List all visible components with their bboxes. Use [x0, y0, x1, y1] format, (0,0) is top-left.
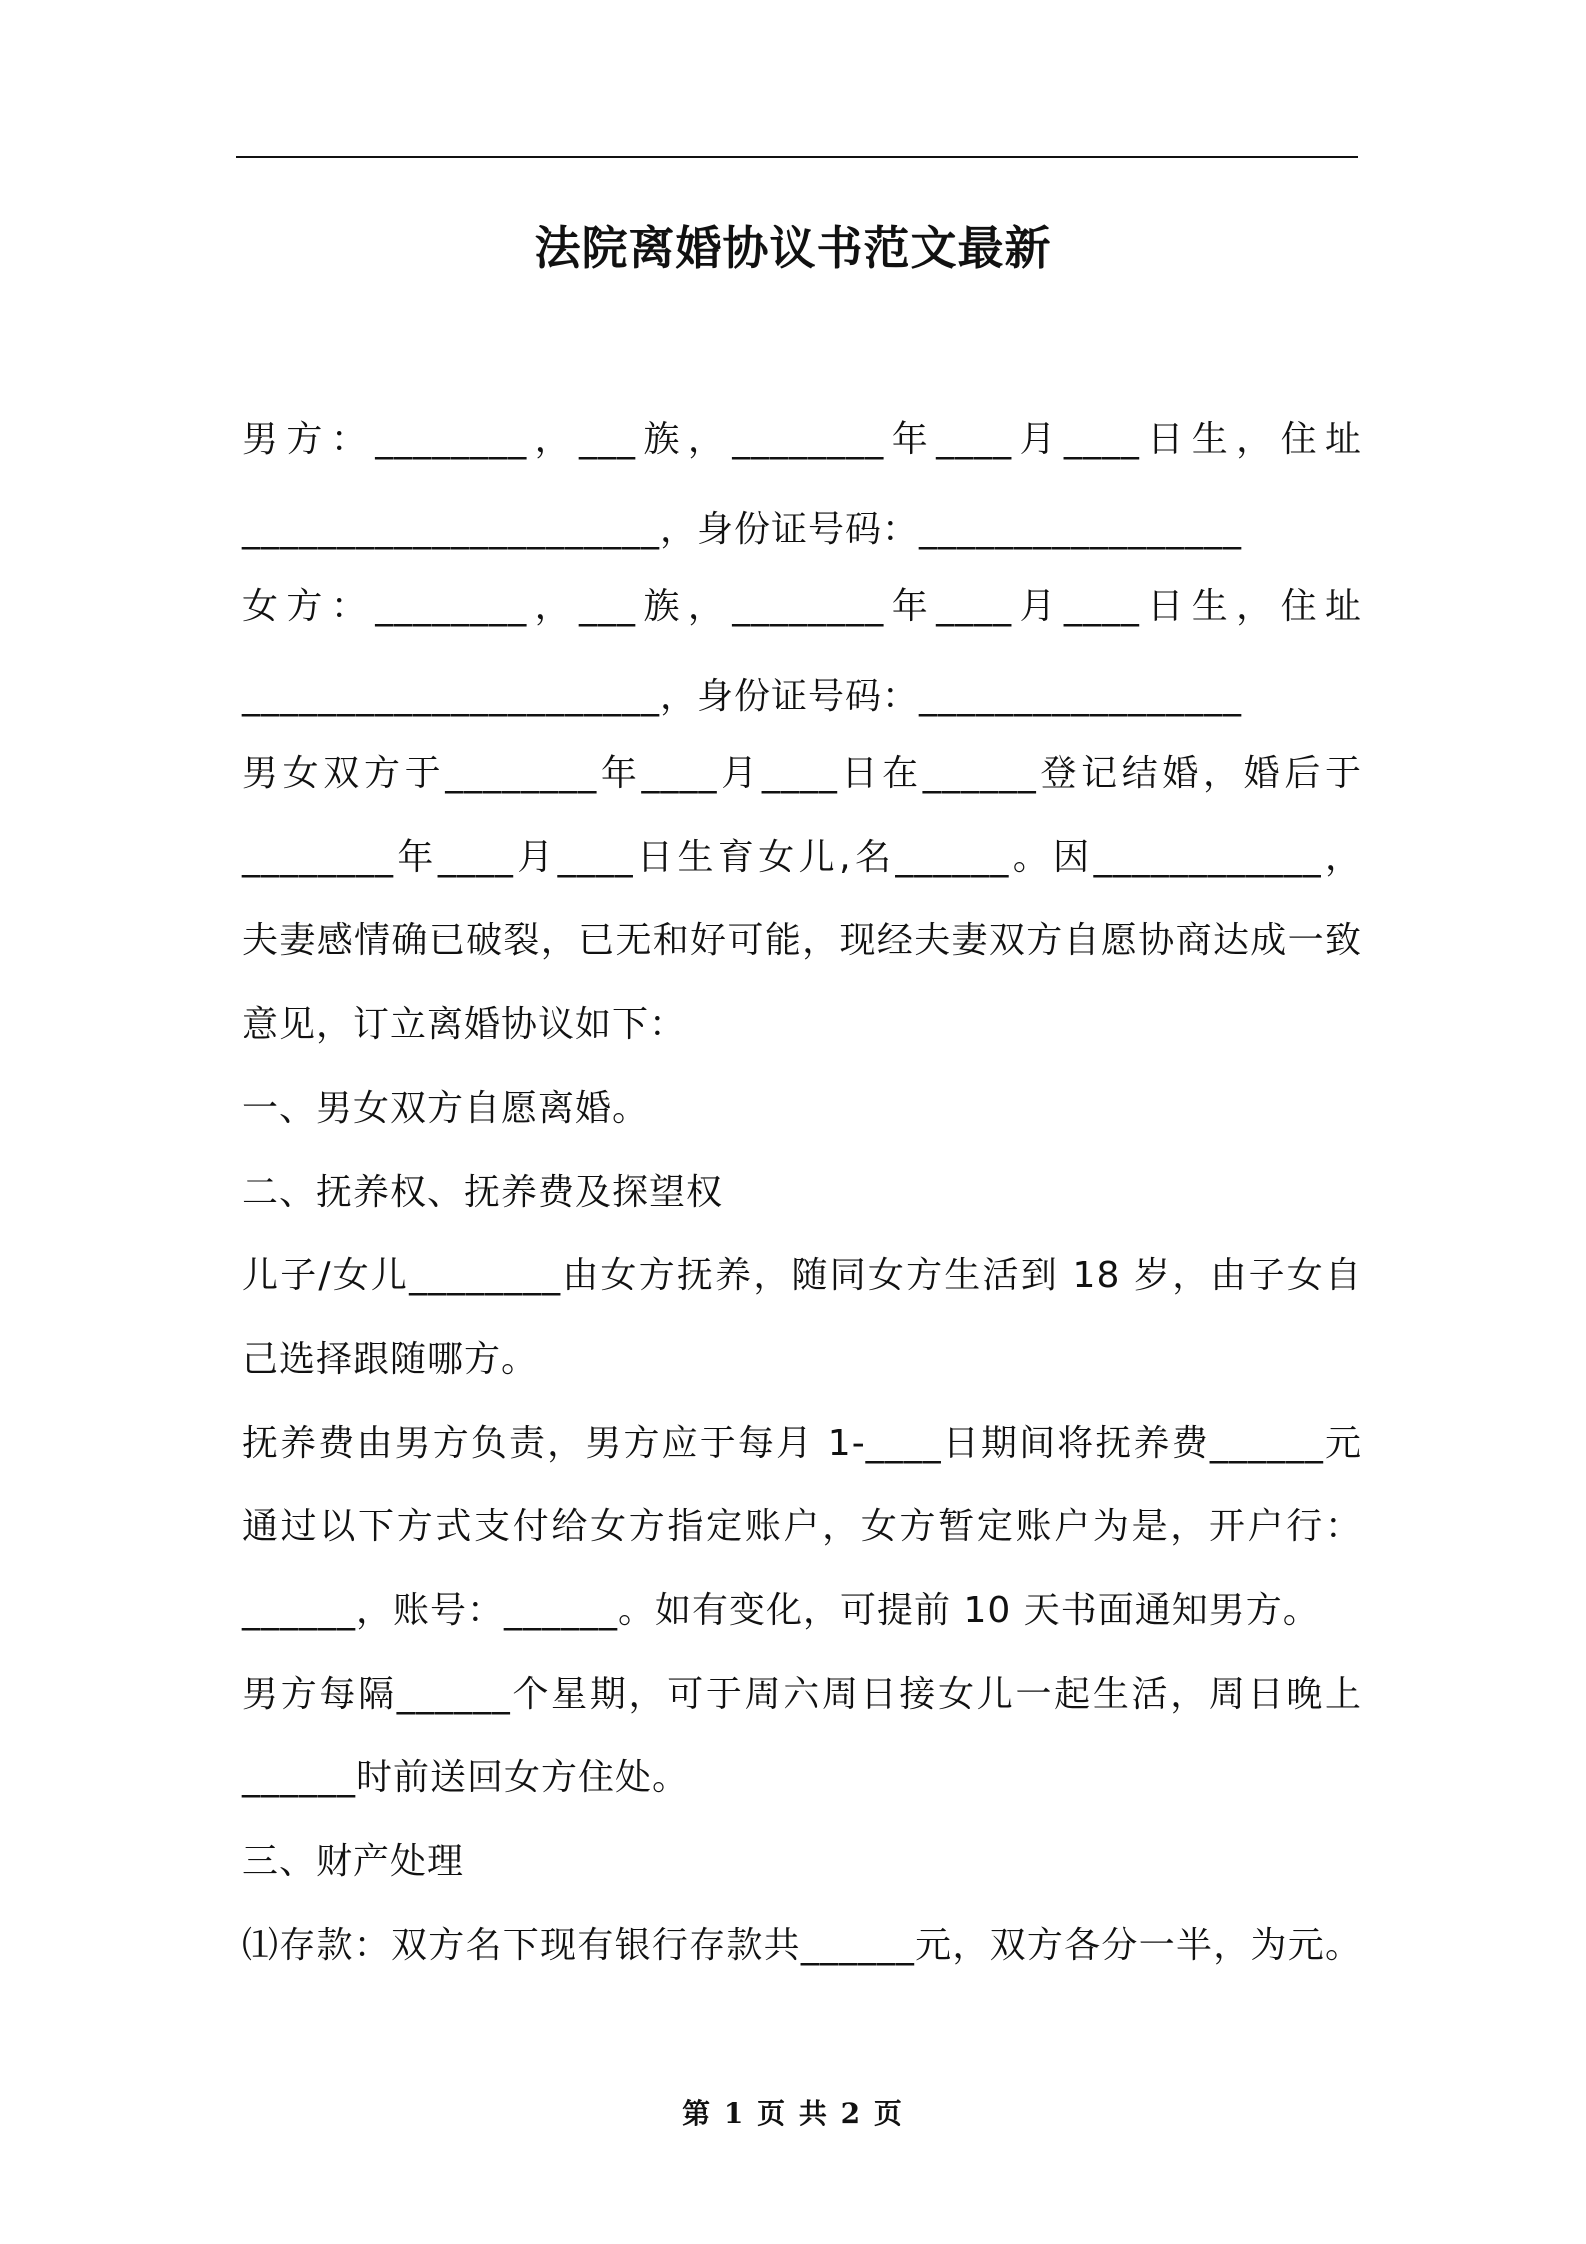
text-line-11: 儿子/女儿________由女方抚养，随同女方生活到 18 岁，由子女自 — [242, 1255, 1362, 1296]
text-line-17: ______时前送回女方住处。 — [242, 1757, 690, 1798]
section-heading-1: 一、男女双方自愿离婚。 — [242, 1088, 650, 1129]
text-line-12: 己选择跟随哪方。 — [242, 1339, 539, 1380]
text-line-3: 女方：________，___族，________年____月____日生，住址 — [242, 586, 1362, 627]
text-line-6: ________年____月____日生育女儿,名______。因____________， — [242, 837, 1362, 878]
text-line-7: 夫妻感情确已破裂，已无和好可能，现经夫妻双方自愿协商达成一致 — [242, 920, 1362, 961]
text-line-15: ______，账号：______。如有变化，可提前 10 天书面通知男方。 — [242, 1590, 1320, 1631]
text-line-16: 男方每隔______个星期，可于周六周日接女儿一起生活，周日晚上 — [242, 1674, 1362, 1715]
section-heading-3: 三、财产处理 — [242, 1841, 465, 1882]
text-line-13: 抚养费由男方负责，男方应于每月 1-____日期间将抚养费______元 — [242, 1423, 1362, 1464]
document-title: 法院离婚协议书范文最新 — [534, 221, 1052, 275]
text-line-5: 男女双方于________年____月____日在______登记结婚，婚后于 — [242, 753, 1362, 794]
page-number-footer: 第 1 页 共 2 页 — [682, 2097, 904, 2130]
header-rule — [236, 156, 1358, 158]
text-line-8: 意见，订立离婚协议如下： — [242, 1004, 687, 1045]
text-line-19: ⑴存款：双方名下现有银行存款共______元，双方各分一半，为元。 — [242, 1925, 1362, 1966]
text-line-2: ______________________，身份证号码：_________________ — [242, 509, 1243, 550]
text-line-14: 通过以下方式支付给女方指定账户，女方暂定账户为是，开户行： — [242, 1506, 1362, 1547]
text-line-1: 男方：________，___族，________年____月____日生，住址 — [242, 419, 1362, 460]
section-heading-2: 二、抚养权、抚养费及探望权 — [242, 1172, 724, 1213]
text-line-4: ______________________，身份证号码：_________________ — [242, 676, 1243, 717]
